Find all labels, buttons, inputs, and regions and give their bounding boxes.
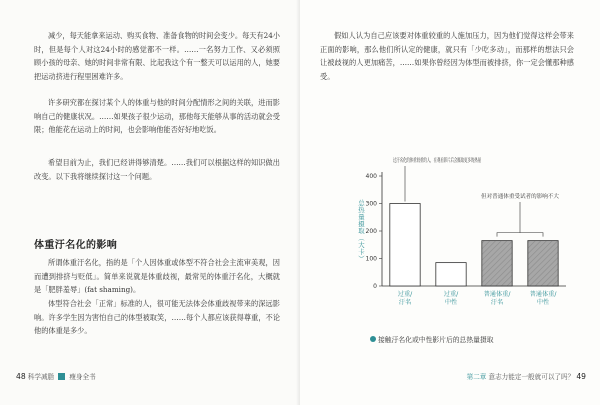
x-tick-label-2-line2: 汙名 <box>490 299 504 306</box>
x-tick-label-2-line1: 普通体重/ <box>483 291 511 298</box>
page-number-left: 48 <box>16 372 26 381</box>
paragraph-3: 希望目前为止，我们已经讲得够清楚。……我们可以根据这样的知识做出改变。以下我将继续探讨这一个问题。 <box>34 158 280 181</box>
y-axis-label: 总热量摄取（大卡） <box>357 199 365 263</box>
page-number-right: 49 <box>576 372 586 381</box>
annotation-bracket <box>497 233 543 237</box>
paragraph-6: 假如人认为自己应该要对体重较重的人施加压力，因为他们觉得这样会带来正面的影响，那么他们所认定的健康，就只有「少吃多动」，而那样的想法只会让被歧视的人更加痛苦，……如果你曾经因为体型而被排挤，你一定会懂那种感受。 <box>320 31 574 81</box>
y-tick-label-2: 200 <box>365 228 377 236</box>
bar-2 <box>482 241 512 286</box>
running-head-left: 科学减脂 <box>27 373 55 381</box>
y-tick-label-0: 0 <box>373 283 377 291</box>
running-head-right: 意志力能定一般就可以了吗？ <box>488 373 575 381</box>
running-head-left-sub: 瘦身全书 <box>69 373 96 381</box>
paragraph-1: 减少，每天能拿来运动、购买食物、准备食物的时间会变少。每天有24小时，但是每个人对这24小时的感觉都不一样。……一名努力工作、又必须照顾小孩的母亲、她的时间非常有限、比起我这个有一整天可以运用的人，她要把运动挤进行程里困难许多。 <box>34 31 280 81</box>
annotation-stigma-overweight: 过汙名化的体重较重的人，在观看影片后会摄取更多的热量 <box>393 158 534 164</box>
left-folio <box>16 371 96 381</box>
paragraph-4: 所谓体重汙名化，指的是「个人因体重或体型不符合社会主流审美观，因而遭到排挤与贬低」。简单来说就是体重歧视，最常见的体重汙名化，大概就是「肥胖羞辱」(fat shaming)。 <box>34 258 280 295</box>
chapter-label: 第二章 <box>466 373 487 381</box>
chart-title: 接触汙名化或中性影片后的总热量摄取 <box>378 336 494 344</box>
x-tick-label-1-line2: 中性 <box>444 299 458 306</box>
book-logo-icon <box>58 373 65 380</box>
annotation-normal-weight: 但对普通体重受试者的影响不大 <box>481 194 557 200</box>
x-tick-label-0-line2: 汙名 <box>398 299 412 306</box>
bar-1 <box>436 263 466 286</box>
calorie-intake-chart <box>352 152 572 342</box>
paragraph-2: 许多研究都在探讨某个人的体重与他的时间分配情形之间的关联，进而影响自己的健康状况。……如果孩子很少运动，那他每天能够从事的活动就会受限；他能花在运动上的时间，也会影响他能否好好地吃饭。 <box>34 98 280 135</box>
y-tick-label-3: 300 <box>365 200 377 208</box>
caption-bullet-icon <box>370 336 376 342</box>
bar-3 <box>528 241 558 286</box>
x-tick-label-3-line2: 中性 <box>536 299 550 306</box>
paragraph-5: 体型符合社会「正常」标准的人，很可能无法体会体重歧视带来的深远影响。许多学生因为害怕自己的体型被取笑，……每个人都应该获得尊重，不论他的体重是多少。 <box>34 299 280 336</box>
section-heading: 体重汙名化的影响 <box>34 240 118 251</box>
right-folio <box>467 371 586 381</box>
y-tick-label-4: 400 <box>365 173 377 181</box>
bar-0 <box>390 204 420 287</box>
x-tick-label-3-line1: 普通体重/ <box>529 291 557 298</box>
y-tick-label-1: 100 <box>365 255 377 263</box>
x-tick-label-0-line1: 过重/ <box>397 291 413 298</box>
x-tick-label-1-line1: 过重/ <box>443 291 459 298</box>
